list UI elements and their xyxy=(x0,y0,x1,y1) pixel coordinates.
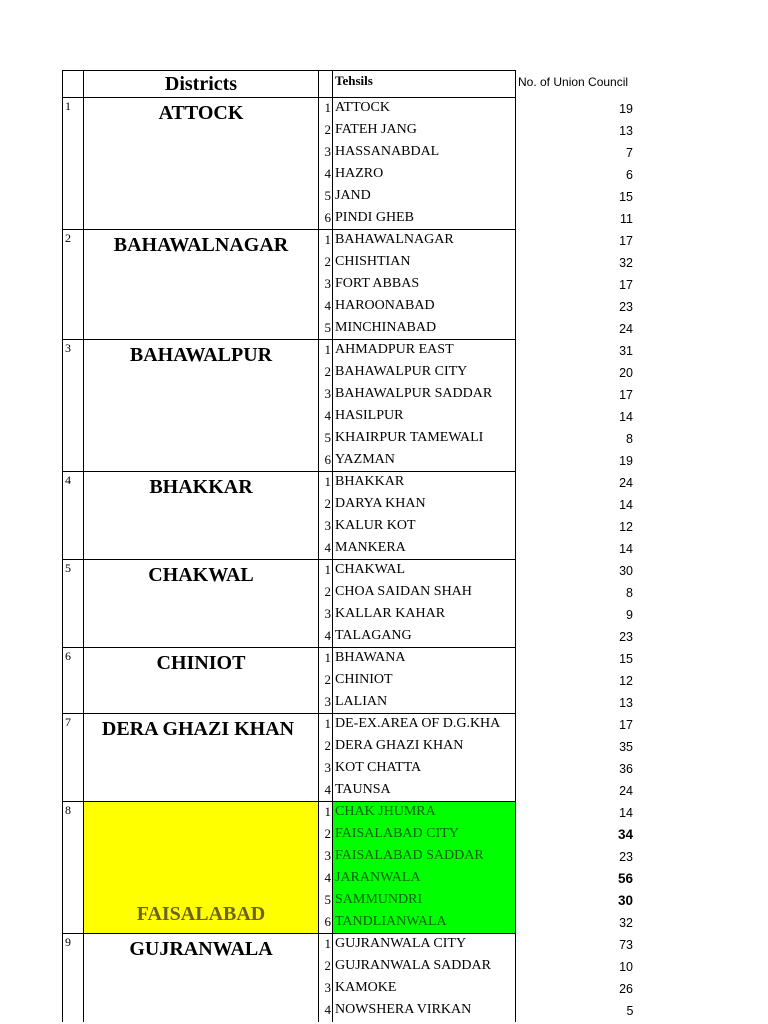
union-council-count: 5 xyxy=(626,1003,634,1018)
header-index-cell xyxy=(63,71,84,98)
union-council-count: 31 xyxy=(619,343,633,358)
table-row xyxy=(63,714,636,736)
district-name: BHAKKAR xyxy=(149,476,253,498)
tehsil-name: FAISALABAD SADDAR xyxy=(333,846,516,868)
tehsil-name: FATEH JANG xyxy=(333,120,516,142)
tehsil-number: 3 xyxy=(319,516,333,538)
union-council-count: 10 xyxy=(619,959,633,974)
tehsil-number: 2 xyxy=(319,670,333,692)
tehsil-number: 2 xyxy=(319,494,333,516)
table-body xyxy=(63,71,636,1022)
union-council-count: 12 xyxy=(619,673,633,688)
table-row xyxy=(63,560,636,582)
tehsil-number: 2 xyxy=(319,362,333,384)
tehsil-number: 2 xyxy=(319,252,333,274)
union-council-count: 11 xyxy=(620,211,633,226)
tehsil-number: 1 xyxy=(319,230,333,252)
tehsil-number: 4 xyxy=(319,626,333,648)
union-council-count: 14 xyxy=(619,497,633,512)
union-council-count: 15 xyxy=(619,651,633,666)
union-council-count: 14 xyxy=(619,409,633,424)
tehsil-name: DARYA KHAN xyxy=(333,494,516,516)
table-row xyxy=(63,472,636,494)
tehsil-number: 5 xyxy=(319,890,333,912)
tehsil-name: KHAIRPUR TAMEWALI xyxy=(333,428,516,450)
union-council-count: 13 xyxy=(619,695,633,710)
tehsil-name: FORT ABBAS xyxy=(333,274,516,296)
tehsil-name: BAHAWALPUR CITY xyxy=(333,362,516,384)
tehsil-name: CHISHTIAN xyxy=(333,252,516,274)
union-council-count: 17 xyxy=(619,277,633,292)
tehsil-name: MINCHINABAD xyxy=(333,318,516,340)
union-council-count: 19 xyxy=(619,101,633,116)
tehsil-name: BHAKKAR xyxy=(333,472,516,494)
union-council-count: 23 xyxy=(619,849,633,864)
tehsil-number: 4 xyxy=(319,1000,333,1022)
union-council-count: 17 xyxy=(619,233,633,248)
union-council-count: 7 xyxy=(626,145,633,160)
tehsil-number: 4 xyxy=(319,780,333,802)
tehsil-name: HAZRO xyxy=(333,164,516,186)
union-council-count: 35 xyxy=(619,739,633,754)
tehsil-name: TANDLIANWALA xyxy=(333,912,516,934)
union-council-count: 24 xyxy=(619,475,633,490)
tehsil-name: SAMMUNDRI xyxy=(333,890,516,912)
union-council-count: 26 xyxy=(619,981,633,996)
tehsil-name: KALUR KOT xyxy=(333,516,516,538)
district-index: 5 xyxy=(63,560,84,648)
tehsil-name: HASILPUR xyxy=(333,406,516,428)
tehsil-name: FAISALABAD CITY xyxy=(333,824,516,846)
tehsil-name: NOWSHERA VIRKAN xyxy=(333,1000,516,1022)
tehsil-number: 3 xyxy=(319,846,333,868)
header-union-council: No. of Union Council xyxy=(518,74,629,89)
tehsil-number: 1 xyxy=(319,934,333,956)
district-name: FAISALABAD xyxy=(136,903,266,925)
tehsil-name: BAHAWALPUR SADDAR xyxy=(333,384,516,406)
tehsil-name: GUJRANWALA CITY xyxy=(333,934,516,956)
union-council-table xyxy=(62,70,636,1022)
tehsil-name: YAZMAN xyxy=(333,450,516,472)
tehsil-number: 4 xyxy=(319,164,333,186)
union-council-count: 13 xyxy=(619,123,633,138)
district-index: 2 xyxy=(63,230,84,340)
tehsil-number: 4 xyxy=(319,868,333,890)
header-row xyxy=(63,71,636,98)
header-tehsils: Tehsils xyxy=(333,71,516,98)
tehsil-name: CHAK JHUMRA xyxy=(333,802,516,824)
table-row xyxy=(63,230,636,252)
union-council-count: 15 xyxy=(619,189,633,204)
district-name-cell xyxy=(84,472,319,560)
union-council-count: 23 xyxy=(619,629,633,644)
district-index: 8 xyxy=(63,802,84,934)
header-number-cell xyxy=(319,71,333,98)
district-index: 9 xyxy=(63,934,84,1022)
tehsil-number: 2 xyxy=(319,582,333,604)
district-name: BAHAWALPUR xyxy=(129,344,273,366)
union-council-count: 14 xyxy=(619,805,633,820)
tehsil-number: 3 xyxy=(319,384,333,406)
tehsil-name: CHOA SAIDAN SHAH xyxy=(333,582,516,604)
tehsil-number: 2 xyxy=(319,956,333,978)
tehsil-number: 1 xyxy=(319,340,333,362)
district-name: DERA GHAZI KHAN xyxy=(101,718,295,740)
tehsil-number: 3 xyxy=(319,978,333,1000)
tehsil-name: PINDI GHEB xyxy=(333,208,516,230)
tehsil-number: 4 xyxy=(319,406,333,428)
tehsil-number: 5 xyxy=(319,428,333,450)
tehsil-name: DERA GHAZI KHAN xyxy=(333,736,516,758)
tehsil-name: KAMOKE xyxy=(333,978,516,1000)
tehsil-number: 6 xyxy=(319,208,333,230)
tehsil-number: 2 xyxy=(319,824,333,846)
district-name-cell xyxy=(84,230,319,340)
union-council-count: 30 xyxy=(617,892,633,908)
tehsil-number: 2 xyxy=(319,120,333,142)
tehsil-name: ATTOCK xyxy=(333,98,516,120)
tehsil-name: DE-EX.AREA OF D.G.KHA xyxy=(333,714,516,736)
tehsil-number: 4 xyxy=(319,538,333,560)
tehsil-number: 3 xyxy=(319,604,333,626)
union-council-count: 34 xyxy=(617,826,633,842)
district-name-cell xyxy=(84,648,319,714)
tehsil-number: 3 xyxy=(319,142,333,164)
tehsil-number: 3 xyxy=(319,274,333,296)
tehsil-name: TALAGANG xyxy=(333,626,516,648)
tehsil-number: 1 xyxy=(319,472,333,494)
union-council-count: 73 xyxy=(619,937,633,952)
district-name-cell xyxy=(84,934,319,1022)
header-districts: Districts xyxy=(84,71,319,98)
tehsil-name: KALLAR KAHAR xyxy=(333,604,516,626)
tehsil-number: 1 xyxy=(319,648,333,670)
tehsil-name: JAND xyxy=(333,186,516,208)
tehsil-name: BAHAWALNAGAR xyxy=(333,230,516,252)
district-index: 4 xyxy=(63,472,84,560)
union-council-count: 56 xyxy=(617,870,633,886)
union-council-count: 14 xyxy=(619,541,633,556)
tehsil-name: JARANWALA xyxy=(333,868,516,890)
table-row xyxy=(63,340,636,362)
union-council-count: 17 xyxy=(619,387,633,402)
tehsil-number: 1 xyxy=(319,560,333,582)
union-council-count: 8 xyxy=(626,585,633,600)
union-council-count: 17 xyxy=(619,717,633,732)
union-council-count: 8 xyxy=(626,431,633,446)
tehsil-number: 5 xyxy=(319,186,333,208)
union-council-count: 32 xyxy=(619,915,633,930)
tehsil-number: 2 xyxy=(319,736,333,758)
district-index: 6 xyxy=(63,648,84,714)
tehsil-name: HAROONABAD xyxy=(333,296,516,318)
district-name-cell xyxy=(84,340,319,472)
table-row xyxy=(63,98,636,120)
table-row xyxy=(63,802,636,824)
union-council-count: 36 xyxy=(619,761,633,776)
tehsil-number: 4 xyxy=(319,296,333,318)
union-council-count: 19 xyxy=(619,453,633,468)
district-index: 3 xyxy=(63,340,84,472)
district-name-cell xyxy=(84,560,319,648)
district-name-cell xyxy=(84,802,319,934)
union-council-count: 12 xyxy=(619,519,633,534)
tehsil-name: MANKERA xyxy=(333,538,516,560)
district-name: GUJRANWALA xyxy=(129,938,273,960)
tehsil-name: BHAWANA xyxy=(333,648,516,670)
tehsil-name: CHINIOT xyxy=(333,670,516,692)
union-council-count: 24 xyxy=(619,321,633,336)
tehsil-name: KOT CHATTA xyxy=(333,758,516,780)
district-name-cell xyxy=(84,98,319,230)
union-council-count: 6 xyxy=(626,167,633,182)
tehsil-number: 5 xyxy=(319,318,333,340)
table-row xyxy=(63,934,636,956)
table-row xyxy=(63,648,636,670)
tehsil-name: AHMADPUR EAST xyxy=(333,340,516,362)
tehsil-name: HASSANABDAL xyxy=(333,142,516,164)
tehsil-number: 6 xyxy=(319,450,333,472)
tehsil-number: 1 xyxy=(319,802,333,824)
tehsil-number: 1 xyxy=(319,714,333,736)
district-index: 1 xyxy=(63,98,84,230)
union-council-count: 20 xyxy=(619,365,633,380)
tehsil-number: 3 xyxy=(319,692,333,714)
union-council-count: 23 xyxy=(619,299,633,314)
district-name: CHAKWAL xyxy=(148,564,254,586)
tehsil-name: CHAKWAL xyxy=(333,560,516,582)
district-index: 7 xyxy=(63,714,84,802)
tehsil-name: LALIAN xyxy=(333,692,516,714)
district-name: BAHAWALNAGAR xyxy=(113,234,289,256)
tehsil-number: 1 xyxy=(319,98,333,120)
district-name: ATTOCK xyxy=(158,102,244,124)
tehsil-number: 6 xyxy=(319,912,333,934)
union-council-count: 32 xyxy=(619,255,633,270)
tehsil-name: TAUNSA xyxy=(333,780,516,802)
union-council-count: 9 xyxy=(626,607,633,622)
district-name: CHINIOT xyxy=(156,652,246,674)
union-council-count: 24 xyxy=(619,783,633,798)
tehsil-number: 3 xyxy=(319,758,333,780)
union-council-count: 30 xyxy=(619,563,633,578)
tehsil-name: GUJRANWALA SADDAR xyxy=(333,956,516,978)
district-name-cell xyxy=(84,714,319,802)
